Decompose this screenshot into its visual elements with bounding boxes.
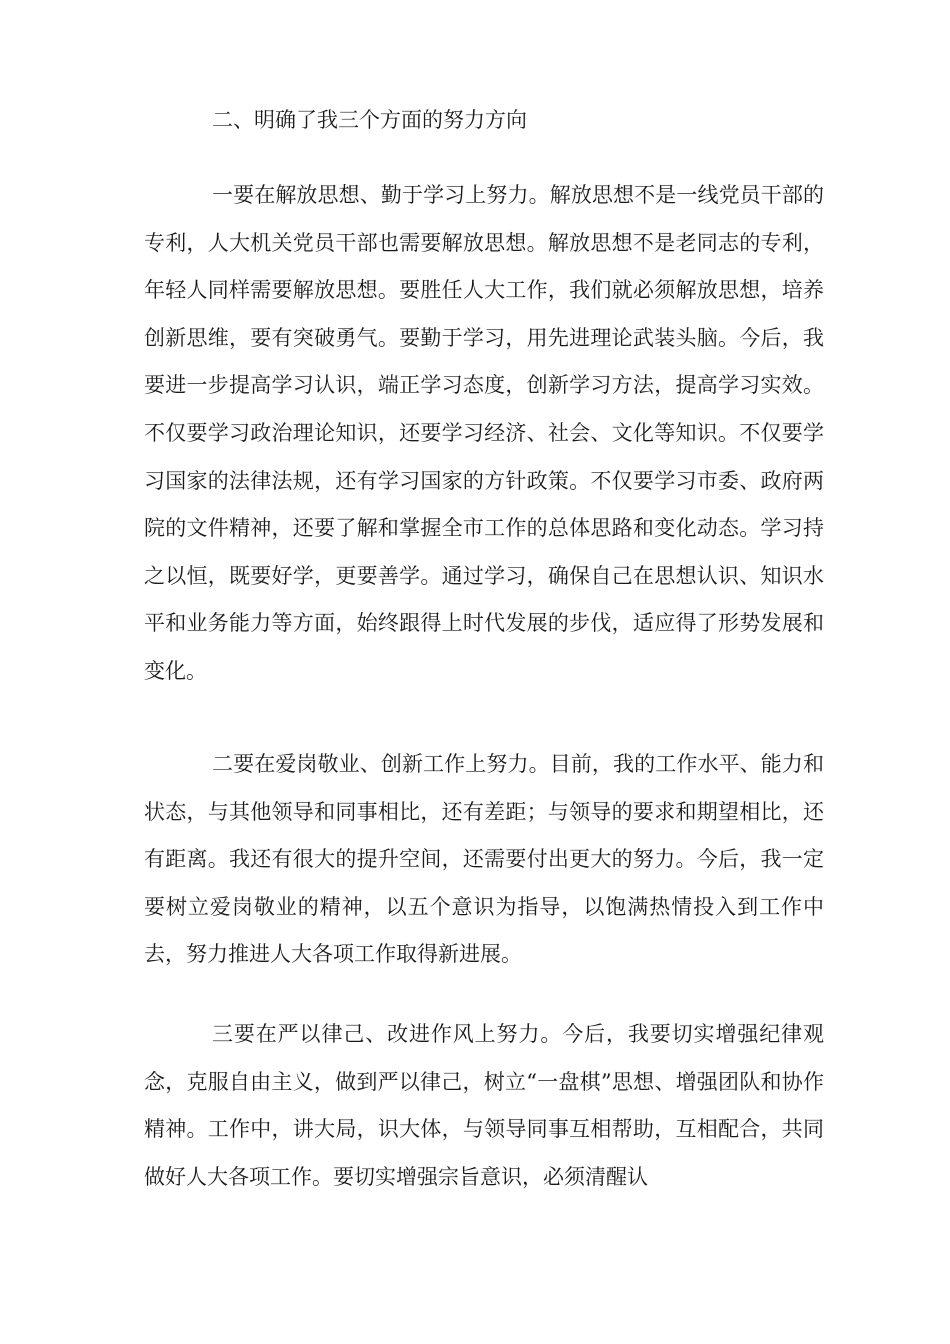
section-heading: 二、明确了我三个方面的努力方向 bbox=[212, 108, 527, 132]
paragraph-discipline: 三要在严以律己、改进作风上努力。今后，我要切实增强纪律观念，克服自由主义，做到严以律己，树立“一盘棋”思想、增强团队和协作精神。工作中，讲大局，识大体，与领导同事互相帮助，互相配合，共同做好人大各项工作。要切实增强宗旨意识，必须清醒认 bbox=[144, 1022, 824, 1189]
paragraph-work: 二要在爱岗敬业、创新工作上努力。目前，我的工作水平、能力和状态，与其他领导和同事相比，还有差距；与领导的要求和期望相比，还有距离。我还有很大的提升空间，还需要付出更大的努力。今后，我一定要树立爱岗敬业的精神，以五个意识为指导，以饱满热情投入到工作中去，努力推进人大各项工作取得新进展。 bbox=[144, 752, 824, 967]
paragraph-study: 一要在解放思想、勤于学习上努力。解放思想不是一线党员干部的专利，人大机关党员干部也需要解放思想。解放思想不是老同志的专利，年轻人同样需要解放思想。要胜任人大工作，我们就必须解放思想，培养创新思维，要有突破勇气。要勤于学习，用先进理论武装头脑。今后，我要进一步提高学习认识，端正学习态度，创新学习方法，提高学习实效。不仅要学习政治理论知识，还要学习经济、社会、文化等知识。不仅要学习国家的法律法规，还有学习国家的方针政策。不仅要学习市委、政府两院的文件精神，还要了解和掌握全市工作的总体思路和变化动态。学习持之以恒，既要好学，更要善学。通过学习，确保自己在思想认识、知识水平和业务能力等方面，始终跟得上时代发展的步伐，适应得了形势发展和变化。 bbox=[144, 183, 824, 683]
